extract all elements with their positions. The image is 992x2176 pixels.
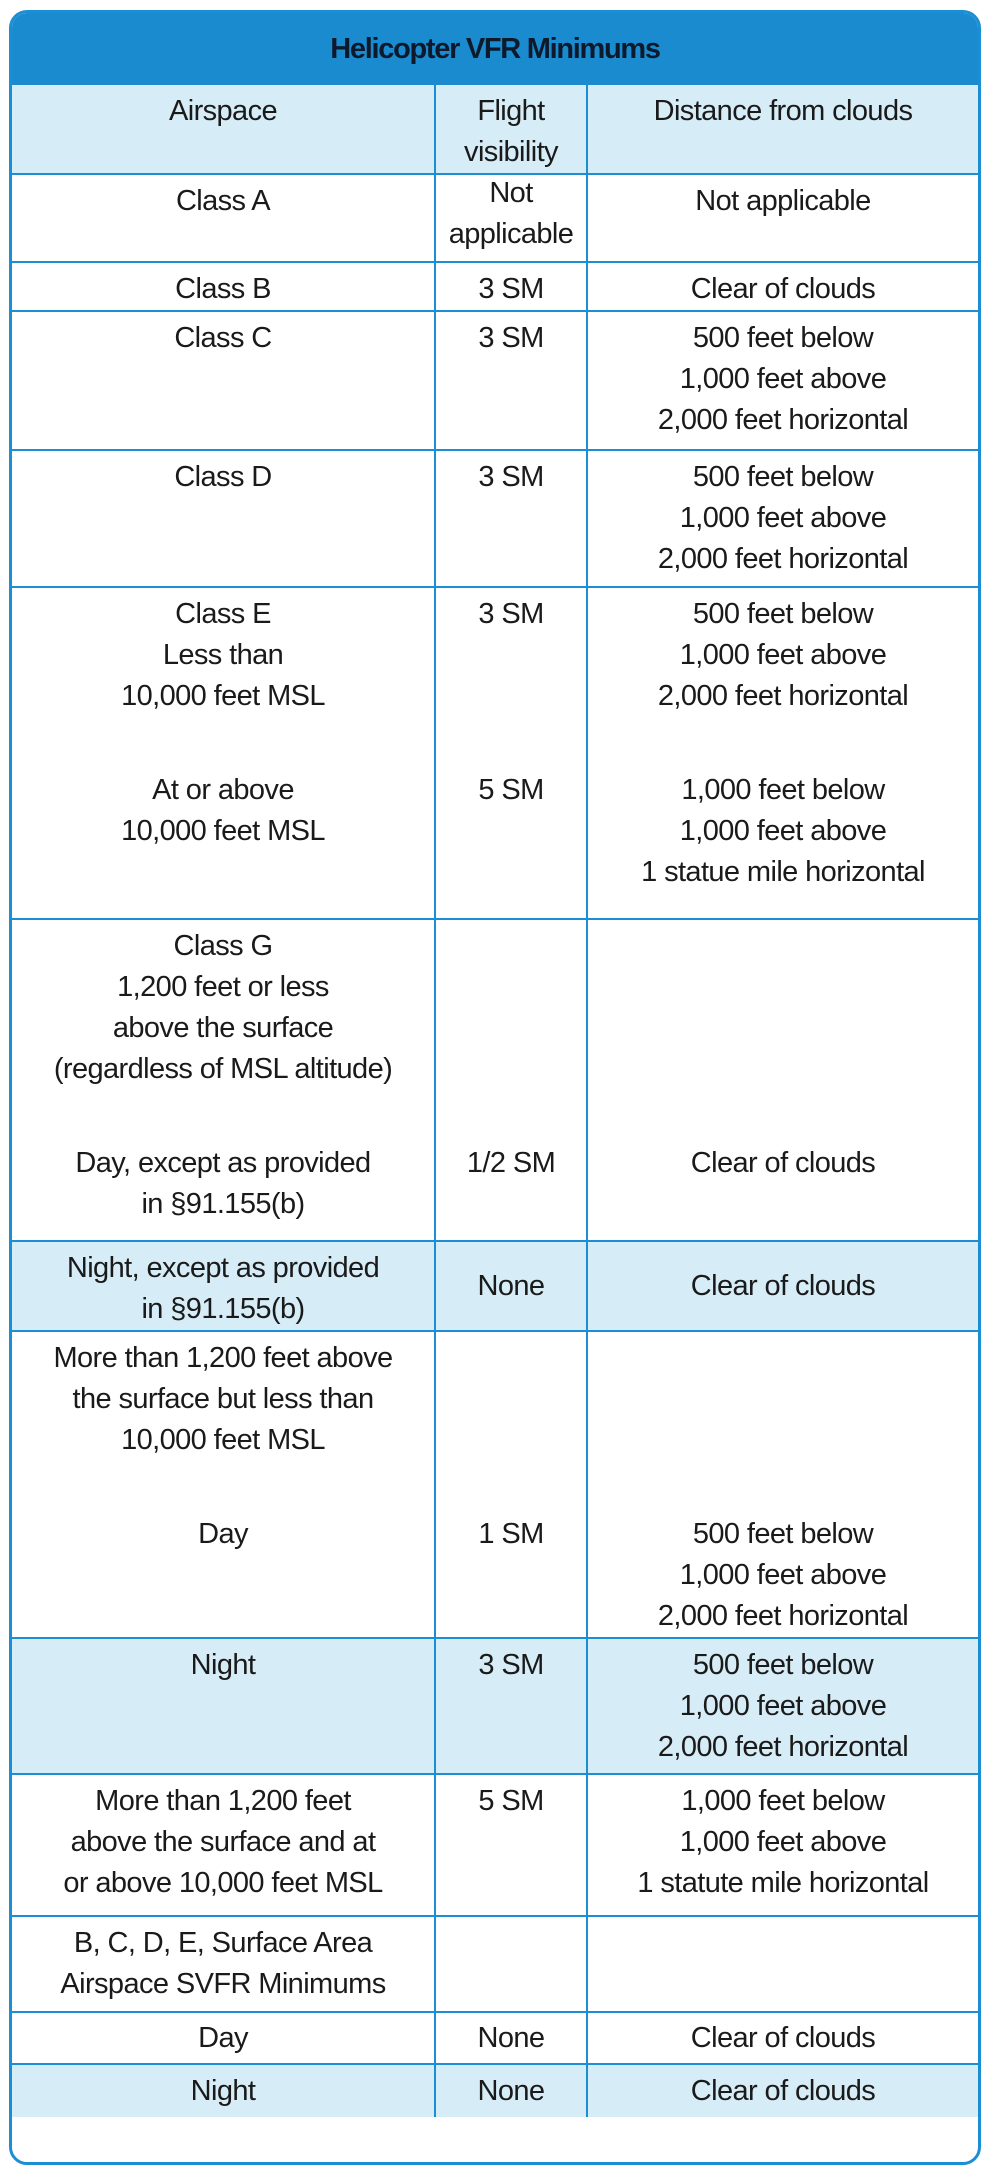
cell-text: 1 statute mile horizontal (637, 1867, 929, 1899)
cell-text: 5 SM (478, 1785, 544, 1817)
cell-text: 2,000 feet horizontal (657, 1600, 909, 1632)
cell-text: 1,000 feet below (681, 1785, 885, 1817)
cell-text: 1,000 feet above (679, 1690, 887, 1722)
cell-text: 500 feet below (692, 461, 874, 493)
spacer (440, 717, 582, 758)
table-row (12, 450, 978, 587)
table-row (12, 587, 978, 919)
header-distance (587, 85, 978, 174)
cell-text: 500 feet below (692, 1518, 874, 1550)
cell-airspace (12, 2064, 435, 2117)
cell-text: B, C, D, E, Surface Area (73, 1927, 373, 1959)
cell-distance (587, 1638, 978, 1774)
cell-text: Class D (174, 461, 272, 493)
cell-visibility (435, 311, 587, 450)
spacer (16, 1090, 430, 1131)
vfr-minimums-table-card (9, 10, 981, 2165)
cell-text: Airspace SVFR Minimums (60, 1968, 386, 2000)
table-title: Helicopter VFR Minimums (12, 13, 978, 85)
spacer (440, 635, 582, 676)
table-row (12, 1241, 978, 1331)
cell-visibility (435, 1916, 587, 2012)
spacer (440, 1420, 582, 1461)
cell-visibility (435, 262, 587, 311)
cell-visibility (435, 919, 587, 1241)
cell-airspace (12, 587, 435, 919)
cell-airspace (12, 2012, 435, 2064)
cell-airspace (12, 450, 435, 587)
cell-text: Night (190, 2074, 256, 2107)
cell-text: Night, except as provided (66, 1252, 380, 1284)
cell-text: Class B (175, 273, 271, 305)
cell-text: Clear of clouds (690, 1269, 876, 1302)
spacer (440, 1008, 582, 1049)
table-row (12, 1331, 978, 1638)
cell-text: Not (489, 177, 533, 209)
spacer (440, 1461, 582, 1502)
cell-distance (587, 587, 978, 919)
cell-text: 2,000 feet horizontal (657, 404, 909, 436)
cell-text: 3 SM (478, 461, 544, 493)
cell-distance (587, 174, 978, 262)
cell-text: 1,200 feet or less (117, 971, 329, 1003)
cell-text: Clear of clouds (690, 1147, 876, 1179)
spacer (592, 1090, 974, 1131)
cell-text: 3 SM (478, 598, 544, 630)
spacer (592, 1379, 974, 1420)
cell-airspace (12, 262, 435, 311)
cell-visibility (435, 1774, 587, 1916)
cell-text: 3 SM (478, 1649, 544, 1681)
cell-text: 3 SM (478, 322, 544, 354)
cell-airspace (12, 1774, 435, 1916)
spacer (592, 1461, 974, 1502)
cell-text: None (477, 2074, 545, 2107)
cell-distance (587, 311, 978, 450)
cell-visibility (435, 450, 587, 587)
cell-text: Night (190, 1649, 256, 1681)
table-row (12, 2012, 978, 2064)
cell-airspace (12, 174, 435, 262)
cell-text: Class A (175, 185, 271, 217)
vfr-minimums-table (12, 85, 978, 2117)
cell-text: Class C (174, 322, 272, 354)
cell-text: Clear of clouds (690, 273, 876, 305)
spacer (592, 967, 974, 1008)
table-row (12, 2064, 978, 2117)
cell-text: Less than (162, 639, 284, 671)
cell-text: 3 SM (478, 273, 544, 305)
cell-airspace (12, 1638, 435, 1774)
cell-text: 1,000 feet above (679, 1826, 887, 1858)
cell-visibility (435, 1638, 587, 1774)
cell-text: Class E (175, 598, 271, 630)
spacer (16, 1461, 430, 1502)
header-airspace-label: Airspace (168, 95, 278, 127)
header-visibility (435, 85, 587, 174)
spacer (440, 1049, 582, 1090)
spacer (440, 676, 582, 717)
spacer (16, 717, 430, 758)
cell-distance (587, 1331, 978, 1638)
cell-text: Class G (173, 930, 273, 962)
spacer (440, 1090, 582, 1131)
cell-distance (587, 2012, 978, 2064)
header-visibility-label-2: visibility (464, 136, 558, 168)
cell-text: in §91.155(b) (141, 1188, 305, 1220)
cell-airspace (12, 1331, 435, 1638)
cell-airspace (12, 919, 435, 1241)
cell-airspace (12, 1241, 435, 1331)
cell-text: 2,000 feet horizontal (657, 543, 909, 575)
header-row (12, 85, 978, 174)
cell-text: 500 feet below (692, 322, 874, 354)
spacer (440, 926, 582, 967)
header-visibility-label-1: Flight (477, 95, 545, 127)
cell-text: Clear of clouds (690, 2074, 876, 2107)
cell-distance (587, 919, 978, 1241)
spacer (592, 1338, 974, 1379)
spacer (592, 1008, 974, 1049)
cell-text: 10,000 feet MSL (121, 1424, 325, 1456)
cell-text: 1,000 feet above (679, 639, 887, 671)
cell-visibility (435, 2064, 587, 2117)
cell-text: 1,000 feet above (679, 363, 887, 395)
spacer (592, 1420, 974, 1461)
cell-text: 2,000 feet horizontal (657, 680, 909, 712)
cell-text: 1/2 SM (466, 1147, 556, 1179)
cell-text: More than 1,200 feet (95, 1785, 351, 1817)
header-airspace (12, 85, 435, 174)
cell-distance (587, 262, 978, 311)
cell-visibility (435, 174, 587, 262)
table-row (12, 1774, 978, 1916)
cell-distance (587, 1774, 978, 1916)
cell-text: 10,000 feet MSL (121, 815, 325, 847)
cell-visibility (435, 1331, 587, 1638)
table-row (12, 1638, 978, 1774)
table-row (12, 311, 978, 450)
cell-text: 5 SM (478, 774, 544, 806)
cell-visibility (435, 587, 587, 919)
cell-visibility (435, 1241, 587, 1331)
spacer (440, 1338, 582, 1379)
cell-text: Day, except as provided (75, 1147, 371, 1179)
spacer (592, 717, 974, 758)
cell-visibility (435, 2012, 587, 2064)
cell-text: above the surface (112, 1012, 334, 1044)
spacer (440, 1379, 582, 1420)
cell-text: 1,000 feet above (679, 502, 887, 534)
cell-text: 1,000 feet below (681, 774, 885, 806)
spacer (592, 1049, 974, 1090)
table-row (12, 919, 978, 1241)
cell-text: 1 SM (478, 1518, 544, 1550)
spacer (592, 926, 974, 967)
cell-distance (587, 450, 978, 587)
cell-text: applicable (448, 218, 574, 250)
cell-text: in §91.155(b) (141, 1293, 305, 1325)
cell-text: the surface but less than (72, 1383, 374, 1415)
table-row (12, 1916, 978, 2012)
cell-text: (regardless of MSL altitude) (53, 1053, 393, 1085)
cell-airspace (12, 311, 435, 450)
cell-text: above the surface and at (70, 1826, 376, 1858)
cell-text: 10,000 feet MSL (121, 680, 325, 712)
cell-text: 500 feet below (692, 1649, 874, 1681)
cell-text: Day (198, 1518, 248, 1550)
cell-text: None (477, 2021, 545, 2054)
cell-distance (587, 2064, 978, 2117)
cell-distance (587, 1241, 978, 1331)
spacer (440, 967, 582, 1008)
table-row (12, 262, 978, 311)
cell-text: 500 feet below (692, 598, 874, 630)
cell-text: or above 10,000 feet MSL (63, 1867, 383, 1899)
cell-airspace (12, 1916, 435, 2012)
cell-text: 1,000 feet above (679, 815, 887, 847)
header-distance-label: Distance from clouds (653, 95, 913, 127)
cell-text: 1 statue mile horizontal (641, 856, 925, 888)
cell-text: Day (198, 2021, 248, 2054)
cell-text: 2,000 feet horizontal (657, 1731, 909, 1763)
cell-text: At or above (152, 774, 294, 806)
cell-text: 1,000 feet above (679, 1559, 887, 1591)
table-row (12, 174, 978, 262)
cell-text: None (477, 1269, 545, 1302)
cell-text: More than 1,200 feet above (53, 1342, 393, 1374)
cell-text: Clear of clouds (690, 2021, 876, 2054)
cell-distance (587, 1916, 978, 2012)
cell-text: Not applicable (695, 185, 871, 217)
